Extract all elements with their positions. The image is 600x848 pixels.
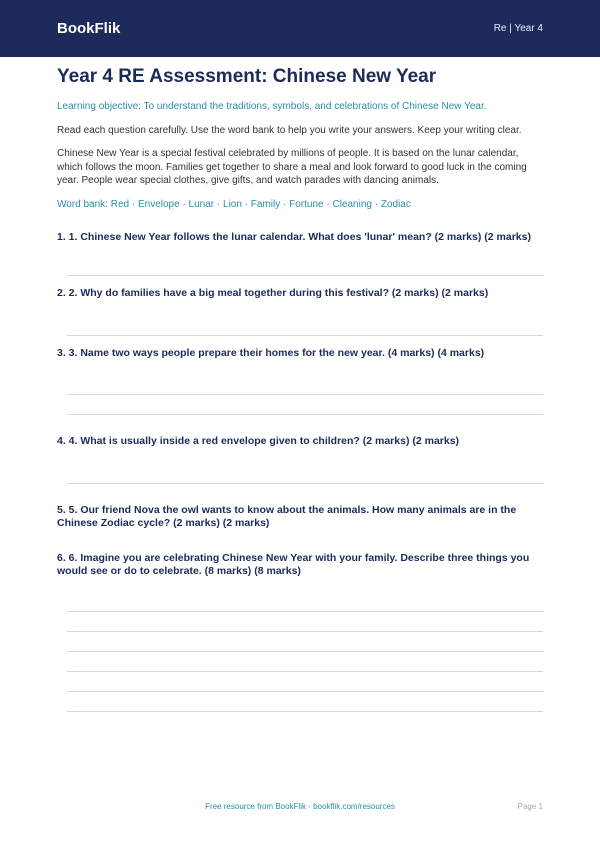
answer-line[interactable] [67, 711, 543, 712]
answer-line[interactable] [67, 611, 543, 612]
learning-objective: Learning objective: To understand the traditions, symbols, and celebrations of Chinese New Year. [57, 101, 487, 112]
answer-line[interactable] [67, 414, 543, 415]
answer-line[interactable] [67, 651, 543, 652]
brand-logo[interactable]: BookFlik [57, 20, 121, 37]
worksheet-body [57, 65, 543, 712]
answer-lines-4 [67, 483, 543, 484]
footer-resource-link[interactable]: Free resource from BookFlik · bookflik.com/resources [205, 802, 395, 811]
answer-line[interactable] [67, 671, 543, 672]
page-header [0, 0, 600, 57]
answer-line[interactable] [67, 483, 543, 484]
answer-lines-3 [67, 394, 543, 415]
answer-line[interactable] [67, 394, 543, 395]
answer-lines-2 [67, 335, 543, 336]
answer-line[interactable] [67, 631, 543, 632]
instructions-text: Read each question carefully. Use the word bank to help you write your answers. Keep your writing clear. [57, 125, 522, 136]
answer-line[interactable] [67, 335, 543, 336]
answer-line[interactable] [67, 275, 543, 276]
page-title: Year 4 RE Assessment: Chinese New Year [57, 66, 437, 87]
question-1: 1. 1. Chinese New Year follows the lunar calendar. What does 'lunar' mean? (2 marks) (2 marks) [57, 230, 531, 243]
answer-line[interactable] [67, 691, 543, 692]
question-4: 4. 4. What is usually inside a red envelope given to children? (2 marks) (2 marks) [57, 435, 460, 447]
word-bank: Word bank: Red · Envelope · Lunar · Lion · Family · Fortune · Cleaning · Zodiac [57, 198, 411, 210]
reading-passage: Chinese New Year is a special festival celebrated by millions of people. It is based on the lunar calendar, which follows the moon. Families get together to share a meal and look forward to good luck in the coming year. People wear special clothes, give gifts, and watch parades with dancing animals. [57, 148, 527, 186]
question-3: 3. 3. Name two ways people prepare their homes for the new year. (4 marks) (4 marks) [57, 346, 485, 359]
subject-year-label: Re | Year 4 [493, 23, 543, 34]
answer-lines-6 [67, 611, 543, 712]
question-5: 5. 5. Our friend Nova the owl wants to know about the animals. How many animals are in the Chinese Zodiac cycle? (2 marks) (2 marks) [57, 503, 517, 529]
page-number: Page 1 [517, 802, 543, 811]
question-2: 2. 2. Why do families have a big meal together during this festival? (2 marks) (2 marks) [57, 287, 489, 299]
question-6: 6. 6. Imagine you are celebrating Chinese New Year with your family. Describe three things you would see or do to celebrate. (8 marks) (8 marks) [57, 551, 530, 577]
answer-lines-1 [67, 275, 543, 276]
